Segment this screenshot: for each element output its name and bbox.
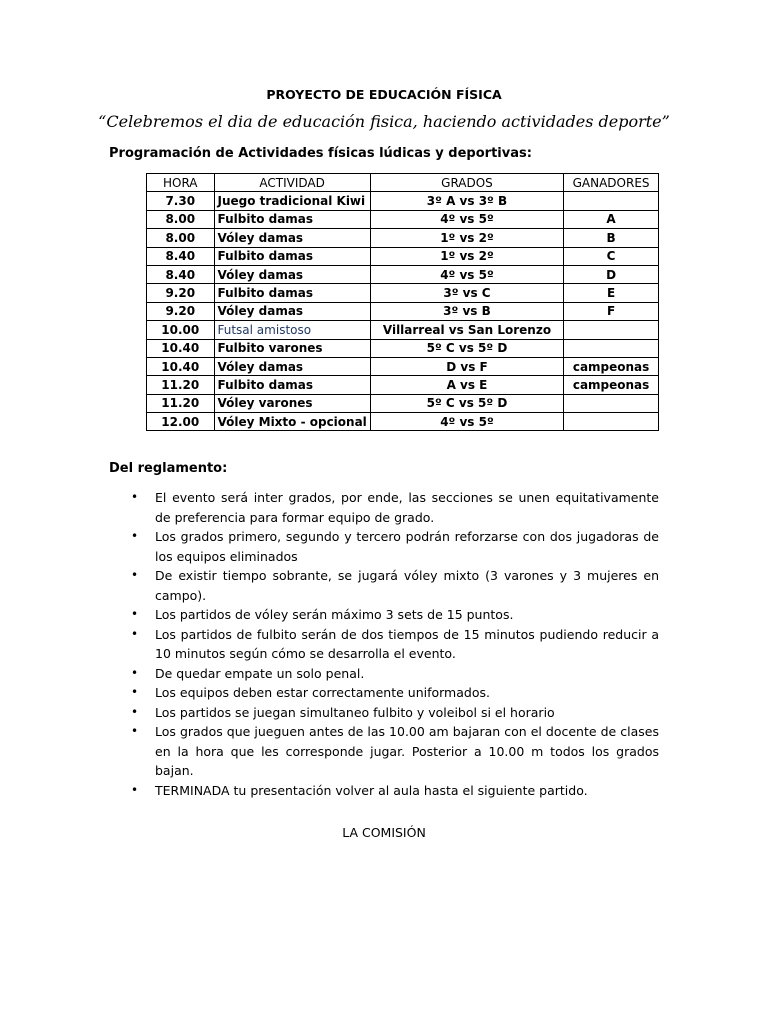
cell-ganadores [564, 339, 659, 357]
cell-ganadores: campeonas [564, 376, 659, 394]
list-item [109, 527, 659, 566]
header-ganadores: GANADORES [564, 174, 659, 192]
table-row [147, 394, 659, 412]
cell-hora: 8.00 [147, 229, 215, 247]
list-item [109, 488, 659, 527]
table-row [147, 376, 659, 394]
bullet-icon: • [131, 490, 139, 504]
cell-actividad: Fulbito damas [214, 284, 370, 302]
header-grados: GRADOS [370, 174, 563, 192]
table-row [147, 192, 659, 210]
cell-ganadores: A [564, 210, 659, 228]
rule-text: Los equipos deben estar correctamente uniformados. [155, 685, 490, 700]
cell-hora: 10.40 [147, 339, 215, 357]
list-item [109, 703, 659, 723]
document-title: PROYECTO DE EDUCACIÓN FÍSICA [266, 87, 502, 102]
cell-actividad: Vóley Mixto - opcional [214, 413, 370, 431]
table-row [147, 339, 659, 357]
bullet-icon: • [131, 704, 139, 719]
cell-actividad: Vóley varones [214, 394, 370, 412]
bullet-icon: • [131, 782, 139, 797]
cell-hora: 9.20 [147, 284, 215, 302]
cell-hora: 8.00 [147, 210, 215, 228]
list-item [109, 781, 659, 801]
cell-hora: 12.00 [147, 413, 215, 431]
rule-text: Los grados que jueguen antes de las 10.00 am bajaran con el docente de clases en la hora que les corresponde jugar. Posterior a 10.00 m todos los grados bajan. [155, 724, 659, 778]
cell-ganadores [564, 413, 659, 431]
cell-ganadores: B [564, 229, 659, 247]
cell-hora: 10.00 [147, 321, 215, 339]
rule-text: El evento será inter grados, por ende, las secciones se unen equitativamente de preferencia para formar equipo de grado. [155, 490, 659, 525]
list-item [109, 625, 659, 664]
bullet-icon: • [131, 665, 139, 680]
cell-ganadores: campeonas [564, 357, 659, 375]
list-item [109, 722, 659, 781]
cell-ganadores [564, 394, 659, 412]
table-row [147, 413, 659, 431]
cell-actividad: Vóley damas [214, 265, 370, 283]
bullet-icon: • [131, 724, 139, 738]
rule-text: Los grados primero, segundo y tercero podrán reforzarse con dos jugadoras de los equipos eliminados [155, 529, 659, 564]
cell-grados: 4º vs 5º [370, 210, 563, 228]
footer-signature: LA COMISIÓN [342, 825, 426, 840]
cell-grados: 3º A vs 3º B [370, 192, 563, 210]
list-item [109, 664, 659, 684]
cell-actividad: Fulbito varones [214, 339, 370, 357]
bullet-icon: • [131, 607, 139, 621]
rule-text: Los partidos se juegan simultaneo fulbito y voleibol si el horario [155, 704, 555, 720]
cell-actividad: Fulbito damas [214, 210, 370, 228]
cell-grados: 4º vs 5º [370, 413, 563, 431]
rules-list [109, 488, 659, 800]
cell-actividad: Fulbito damas [214, 376, 370, 394]
header-actividad: ACTIVIDAD [214, 174, 370, 192]
cell-hora: 11.20 [147, 376, 215, 394]
cell-grados: 1º vs 2º [370, 229, 563, 247]
cell-ganadores [564, 321, 659, 339]
list-item [109, 605, 659, 625]
cell-actividad: Fulbito damas [214, 247, 370, 265]
cell-grados: 1º vs 2º [370, 247, 563, 265]
table-row [147, 210, 659, 228]
table-row [147, 321, 659, 339]
rule-text: TERMINADA tu presentación volver al aula hasta el siguiente partido. [155, 782, 588, 798]
reglamento-heading: Del reglamento: [109, 461, 228, 476]
cell-grados: 5º C vs 5º D [370, 394, 563, 412]
cell-hora: 10.40 [147, 357, 215, 375]
list-item [109, 566, 659, 605]
cell-ganadores: F [564, 302, 659, 320]
bullet-icon: • [131, 529, 139, 543]
rule-text: De existir tiempo sobrante, se jugará vóley mixto (3 varones y 3 mujeres en campo). [155, 568, 659, 603]
cell-grados: A vs E [370, 376, 563, 394]
table-row [147, 247, 659, 265]
cell-actividad: Vóley damas [214, 229, 370, 247]
rule-text: Los partidos de vóley serán máximo 3 sets de 15 puntos. [155, 607, 514, 622]
cell-actividad: Juego tradicional Kiwi [214, 192, 370, 210]
cell-actividad: Futsal amistoso [214, 321, 370, 339]
cell-ganadores [564, 192, 659, 210]
rule-text: Los partidos de fulbito serán de dos tiempos de 15 minutos pudiendo reducir a 10 minutos según cómo se desarrolla el evento. [155, 626, 659, 661]
rule-text: De quedar empate un solo penal. [155, 665, 365, 681]
cell-hora: 8.40 [147, 265, 215, 283]
programacion-heading: Programación de Actividades físicas lúdicas y deportivas: [109, 146, 532, 161]
table-row [147, 357, 659, 375]
cell-grados: 3º vs B [370, 302, 563, 320]
table-row [147, 302, 659, 320]
cell-grados: 5º C vs 5º D [370, 339, 563, 357]
bullet-icon: • [131, 626, 139, 641]
cell-hora: 8.40 [147, 247, 215, 265]
cell-grados: D vs F [370, 357, 563, 375]
table-row [147, 284, 659, 302]
cell-grados: Villarreal vs San Lorenzo [370, 321, 563, 339]
cell-hora: 9.20 [147, 302, 215, 320]
list-item [109, 683, 659, 703]
table-header-row [147, 174, 659, 192]
cell-ganadores: C [564, 247, 659, 265]
header-hora: HORA [147, 174, 215, 192]
bullet-icon: • [131, 568, 139, 582]
cell-hora: 11.20 [147, 394, 215, 412]
document-subtitle: “Celebremos el dia de educación fisica, haciendo actividades deporte” [98, 112, 670, 131]
cell-ganadores: E [564, 284, 659, 302]
schedule-table [146, 173, 659, 431]
cell-hora: 7.30 [147, 192, 215, 210]
cell-grados: 4º vs 5º [370, 265, 563, 283]
table-row [147, 229, 659, 247]
cell-ganadores: D [564, 265, 659, 283]
cell-actividad: Vóley damas [214, 302, 370, 320]
cell-actividad: Vóley damas [214, 357, 370, 375]
table-row [147, 265, 659, 283]
cell-grados: 3º vs C [370, 284, 563, 302]
bullet-icon: • [131, 685, 139, 699]
